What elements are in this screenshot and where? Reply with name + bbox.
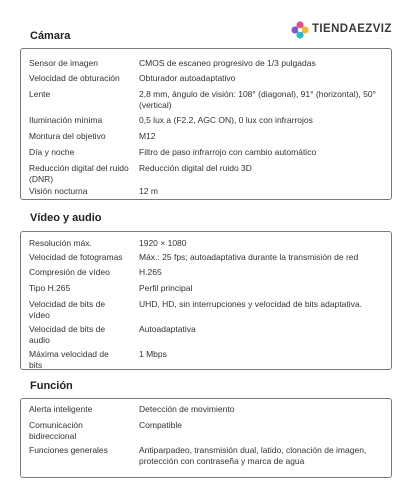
spec-label: Resolución máx.	[29, 238, 92, 248]
brand-subtext: · · · · ·	[376, 37, 386, 41]
spec-value: Filtro de paso infrarrojo con cambio automático	[139, 147, 317, 157]
spec-label: Alerta inteligente	[29, 404, 93, 414]
spec-value: M12	[139, 131, 156, 141]
spec-value: Máx.: 25 fps; autoadaptativa durante la transmisión de red	[139, 252, 359, 262]
spec-label: Máxima velocidad de bits	[29, 349, 109, 370]
section-title-camera: Cámara	[30, 30, 71, 42]
spec-value: Autoadaptativa	[139, 324, 196, 334]
spec-label: Velocidad de obturación	[29, 73, 120, 83]
spec-label: Comunicación bidireccional	[29, 420, 83, 441]
brand-name: TIENDAEZVIZ	[312, 23, 392, 35]
spec-value: 1920 × 1080	[139, 238, 187, 248]
spec-label: Velocidad de fotogramas	[29, 252, 123, 262]
spec-label: Día y noche	[29, 147, 75, 157]
spec-value: 0,5 lux a (F2.2, AGC ON), 0 lux con infrarrojos	[139, 115, 313, 125]
spec-value: H.265	[139, 267, 162, 277]
spec-label: Funciones generales	[29, 445, 108, 455]
spec-value: Obturador autoadaptativo	[139, 73, 236, 83]
spec-label: Reducción digital del ruido (DNR)	[29, 163, 129, 184]
spec-label: Visión nocturna	[29, 186, 88, 196]
section-title-video-audio: Vídeo y audio	[30, 212, 102, 224]
video-audio-specs-table	[20, 231, 392, 370]
spec-label: Velocidad de bits de audio	[29, 324, 106, 345]
function-specs-table	[20, 398, 392, 478]
spec-value: CMOS de escaneo progresivo de 1/3 pulgadas	[139, 58, 316, 68]
brand-logo	[290, 18, 405, 44]
spec-value: Compatible	[139, 420, 182, 430]
spec-value: 12 m	[139, 186, 158, 196]
spec-value: UHD, HD, sin interrupciones y velocidad de bits adaptativa.	[139, 299, 362, 309]
spec-value: 1 Mbps	[139, 349, 167, 359]
spec-label: Montura del objetivo	[29, 131, 106, 141]
spec-value: Detección de movimiento	[139, 404, 235, 414]
spec-value: 2,8 mm, ángulo de visión: 108° (diagonal), 91° (horizontal), 50° (vertical)	[139, 89, 376, 110]
spec-label: Lente	[29, 89, 51, 99]
spec-value: Reducción digital del ruido 3D	[139, 163, 252, 173]
section-title-function: Función	[30, 380, 73, 392]
spec-label: Compresión de vídeo	[29, 267, 110, 277]
spec-label: Tipo H.265	[29, 283, 71, 293]
spec-label: Velocidad de bits de vídeo	[29, 299, 106, 320]
spec-value: Antiparpadeo, transmisión dual, latido, clonación de imagen, protección con contraseña y marca de agua	[139, 445, 367, 466]
camera-specs-table	[20, 48, 392, 200]
pinwheel-logo-icon	[290, 20, 310, 40]
spec-value: Perfil principal	[139, 283, 193, 293]
spec-label: Sensor de imagen	[29, 58, 98, 68]
spec-label: Iluminación mínima	[29, 115, 103, 125]
